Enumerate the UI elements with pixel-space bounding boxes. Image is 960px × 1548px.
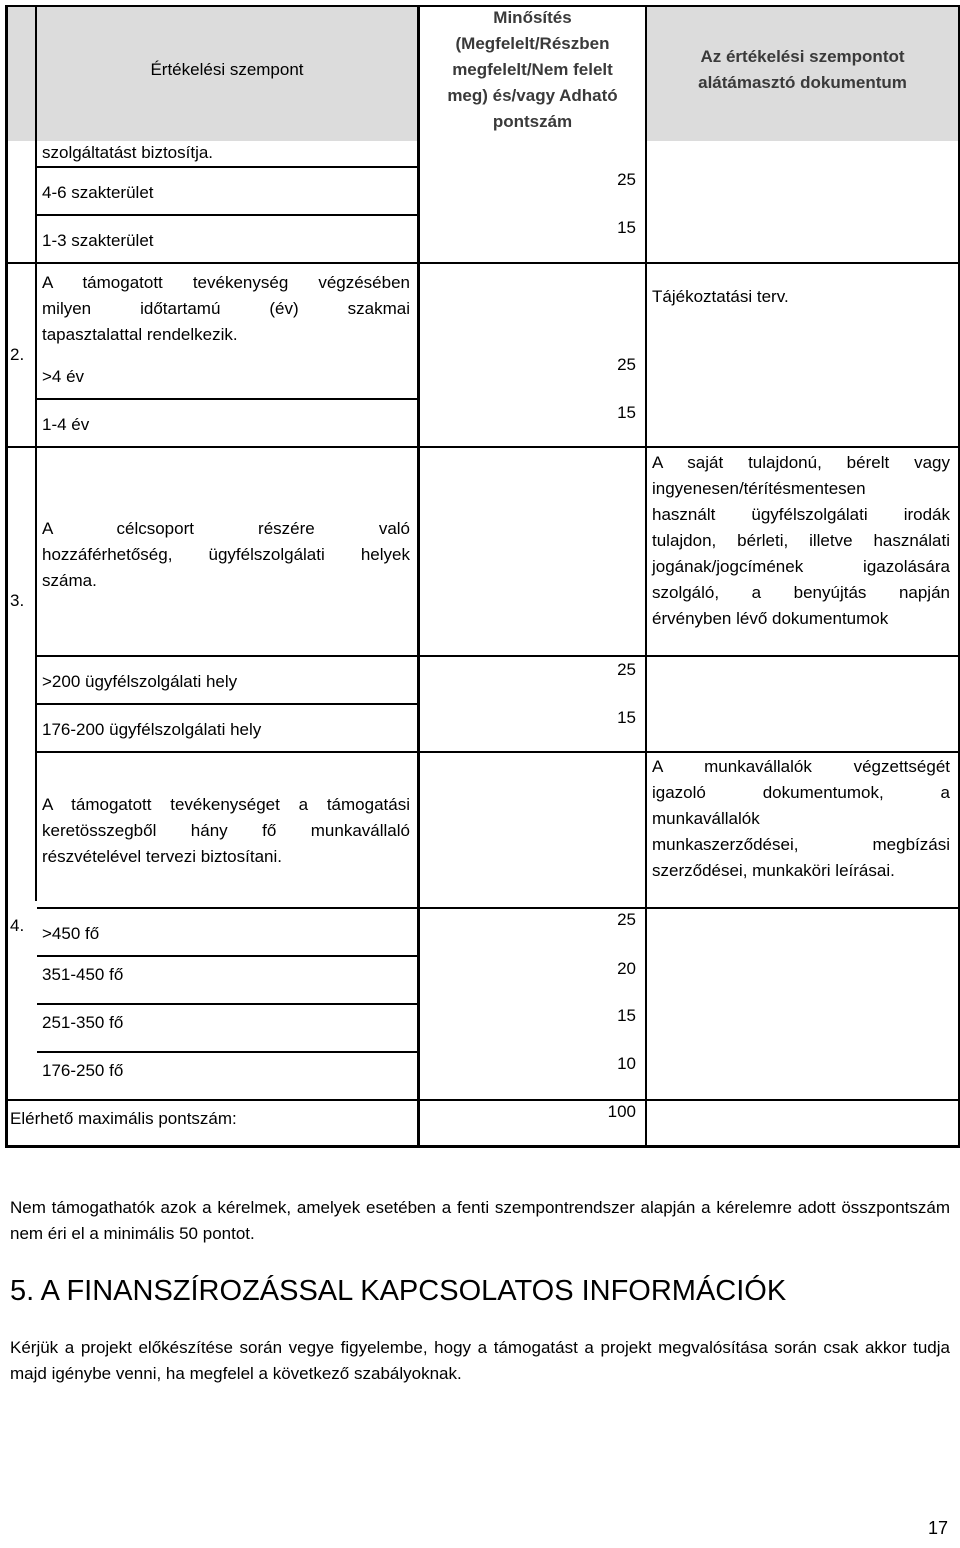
row1-option-points: 15 bbox=[617, 218, 636, 237]
row1-option-points: 25 bbox=[617, 170, 636, 189]
header-document bbox=[647, 44, 958, 96]
row4-option-points: 15 bbox=[617, 1006, 636, 1025]
row2-criterion-line: tapasztalattal rendelkezik. bbox=[42, 325, 238, 344]
row3-document-line: használt ügyfélszolgálati irodák bbox=[652, 505, 950, 524]
row4-criterion-line: A támogatott tevékenységet a támogatási bbox=[42, 795, 410, 814]
page-number: 17 bbox=[928, 1518, 949, 1538]
row4-document-text bbox=[652, 754, 950, 884]
eligibility-note: Nem támogathatók azok a kérelmek, amelyek esetében a fenti szempontrendszer alapján a kérelemre adott összpontszám nem éri el a minimális 50 pontot. bbox=[10, 1198, 950, 1243]
row3-criterion-text bbox=[42, 516, 410, 594]
row3-criterion-line: hozzáférhetőség, ügyfélszolgálati helyek bbox=[42, 545, 410, 564]
header-rating-line: pontszám bbox=[492, 112, 573, 131]
header-rating-line: megfelelt/Nem felelt bbox=[452, 60, 613, 79]
row3-document-line: tulajdon, bérleti, illetve használati bbox=[652, 531, 950, 550]
section-heading: 5. A FINANSZÍROZÁSSAL KAPCSOLATOS INFORMÁCIÓK bbox=[10, 1275, 787, 1307]
row4-document-line: szerződései, munkaköri leírásai. bbox=[652, 861, 895, 880]
row1-option-label: 4-6 szakterület bbox=[42, 183, 154, 202]
row3-document-line: ingyenesen/térítésmentesen bbox=[652, 479, 866, 498]
row2-document: Tájékoztatási terv. bbox=[652, 287, 789, 306]
row2-criterion-line: milyen időtartamú (év) szakmai bbox=[42, 299, 410, 318]
header-rating-line: Minősítés bbox=[493, 8, 572, 27]
header-document-line: alátámasztó dokumentum bbox=[698, 73, 907, 92]
row3-option-label: 176-200 ügyfélszolgálati hely bbox=[42, 720, 262, 739]
row2-option-points: 25 bbox=[617, 355, 636, 374]
row4-option-label: >450 fő bbox=[42, 924, 100, 943]
header-rating-line: meg) és/vagy Adható bbox=[447, 86, 618, 105]
row3-option-label: >200 ügyfélszolgálati hely bbox=[42, 672, 238, 691]
row4-option-label: 176-250 fő bbox=[42, 1061, 124, 1080]
row4-number: 4. bbox=[10, 916, 25, 935]
row2-option-label: >4 év bbox=[42, 367, 85, 386]
row4-option-label: 251-350 fő bbox=[42, 1013, 124, 1032]
row4-criterion-line: részvételével tervezi biztosítani. bbox=[42, 847, 282, 866]
row4-option-points: 20 bbox=[617, 959, 636, 978]
row3-document-line: jogának/jogcímének igazolására bbox=[652, 557, 950, 576]
row2-criterion-text bbox=[42, 270, 410, 348]
row3-option-points: 15 bbox=[617, 708, 636, 727]
row3-document-line: szolgáló, a benyújtás napján bbox=[652, 583, 950, 602]
header-rating bbox=[420, 5, 645, 135]
row3-number: 3. bbox=[10, 591, 25, 610]
row4-document-line: munkavállalók bbox=[652, 809, 760, 828]
header-document-line: Az értékelési szempontot bbox=[700, 47, 905, 66]
row2-number: 2. bbox=[10, 345, 25, 364]
row1-criterion-text: szolgáltatást biztosítja. bbox=[42, 143, 214, 162]
row2-option-points: 15 bbox=[617, 403, 636, 422]
row2-criterion-line: A támogatott tevékenység végzésében bbox=[42, 273, 410, 292]
total-points: 100 bbox=[607, 1102, 636, 1121]
total-label: Elérhető maximális pontszám: bbox=[10, 1109, 237, 1128]
row2-option-label: 1-4 év bbox=[42, 415, 90, 434]
row3-document-text bbox=[652, 450, 950, 632]
header-criterion: Értékelési szempont bbox=[150, 60, 304, 79]
row4-document-line: A munkavállalók végzettségét bbox=[652, 757, 950, 776]
row4-option-points: 25 bbox=[617, 910, 636, 929]
row4-option-label: 351-450 fő bbox=[42, 965, 124, 984]
row3-document-line: A saját tulajdonú, bérelt vagy bbox=[652, 453, 950, 472]
row4-criterion-text bbox=[42, 792, 410, 870]
row3-document-line: érvényben lévő dokumentumok bbox=[652, 609, 889, 628]
row4-criterion-line: keretösszegből hány fő munkavállaló bbox=[42, 821, 410, 840]
row3-criterion-line: száma. bbox=[42, 571, 97, 590]
row3-criterion-line: A célcsoport részére való bbox=[42, 519, 410, 538]
row3-option-points: 25 bbox=[617, 660, 636, 679]
header-rating-line: (Megfelelt/Részben bbox=[455, 34, 610, 53]
row4-option-points: 10 bbox=[617, 1054, 636, 1073]
section-text: Kérjük a projekt előkészítése során vegye figyelembe, hogy a támogatást a projekt megvalósítása során csak akkor tudja majd igénybe venni, ha megfelel a következő szabályoknak. bbox=[10, 1338, 950, 1383]
row4-document-line: igazoló dokumentumok, a bbox=[652, 783, 950, 802]
row1-option-label: 1-3 szakterület bbox=[42, 231, 154, 250]
row4-document-line: munkaszerződései, megbízási bbox=[652, 835, 950, 854]
